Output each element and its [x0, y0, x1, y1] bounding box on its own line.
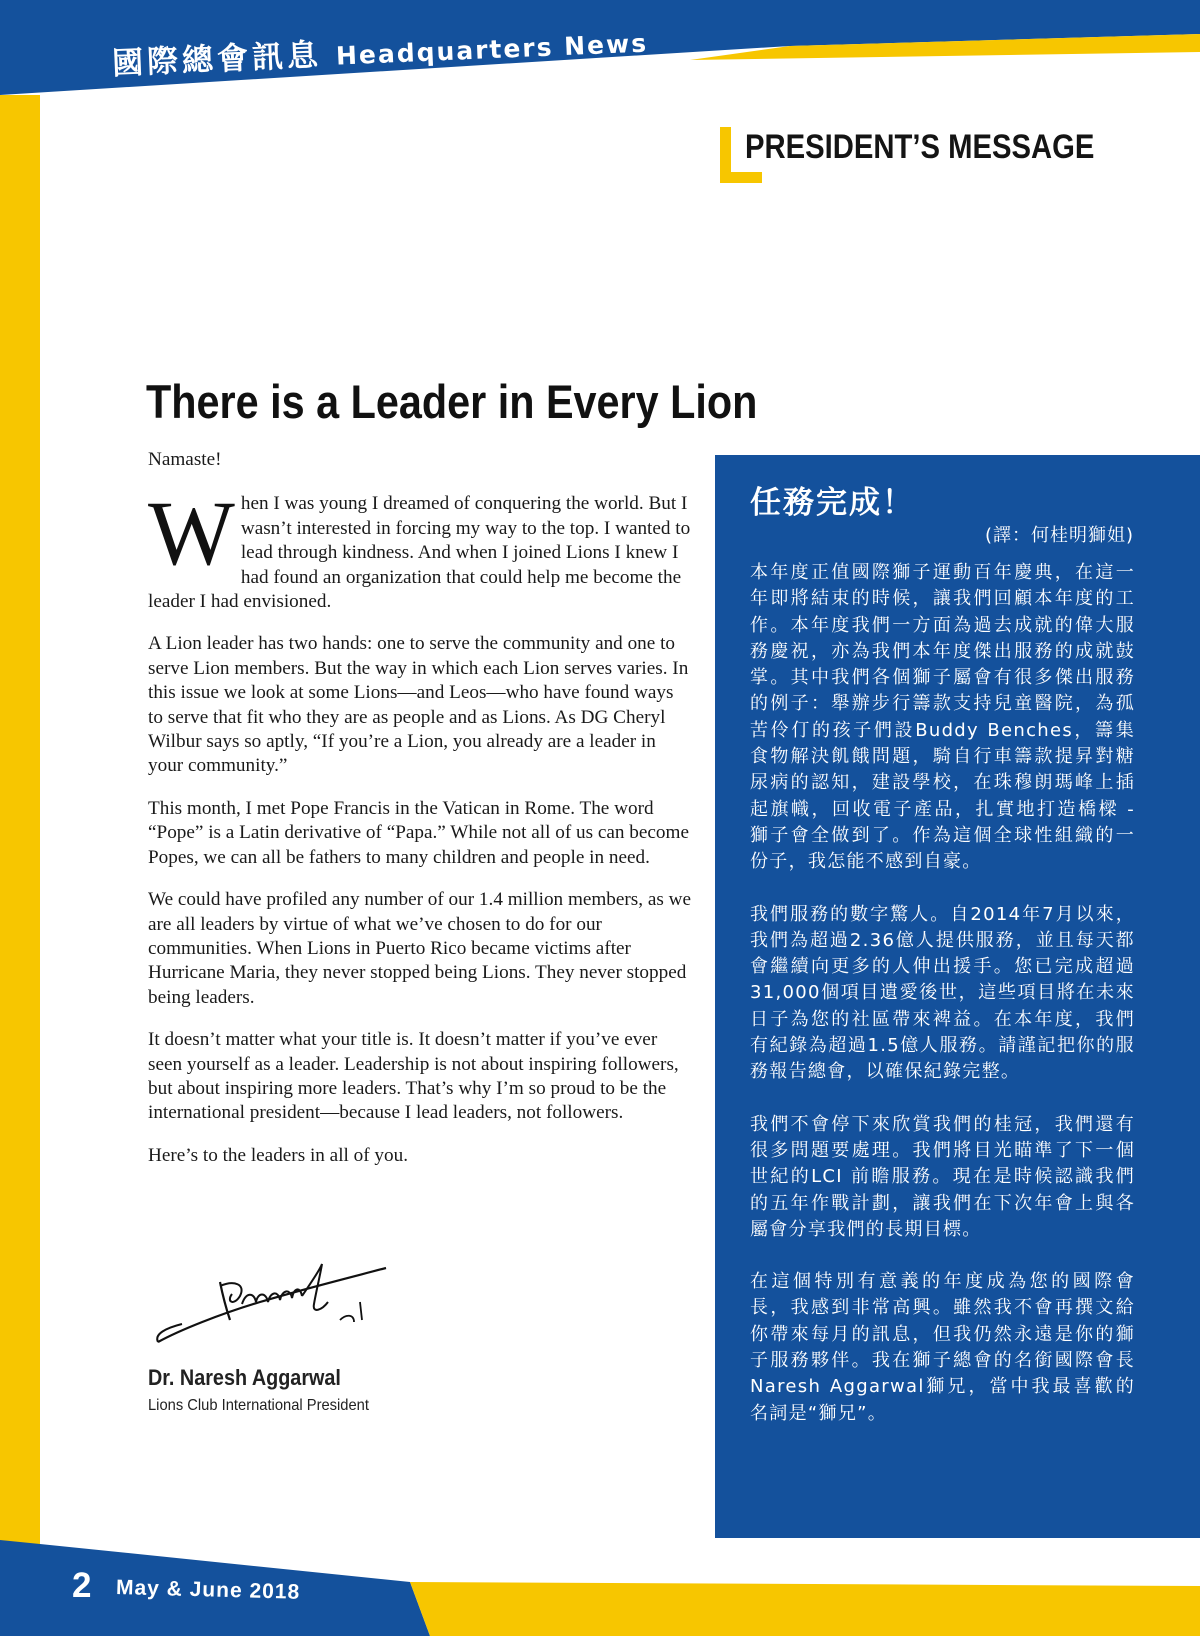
sidebar-paragraph-2: 我們服務的數字驚人。自2014年7月以來，我們為超過2.36億人提供服務，並且每天都會繼續向更多的人伸出援手。您已完成超過31,000個項目遺愛後世，這些項目將在未來日子為您的社區帶來裨益。在本年度，我們有紀錄為超過1.5億人服務。請謹記把你的服務報告總會，以確保紀錄完整。	[750, 903, 1135, 1083]
chinese-translation-box	[715, 455, 1200, 1538]
article-paragraph-4: We could have profiled any number of our 1.4 million members, as we are all leaders by virtue of what we’ve chosen to do for our communities. When Lions in Puerto Rico became victims after Hurricane Maria, they never stopped being Lions. They never stopped being leaders.	[148, 889, 692, 1008]
article-paragraph-3: This month, I met Pope Francis in the Vatican in Rome. The word “Pope” is a Latin derivative of “Papa.” While not all of us can become Popes, we can all be fathers to many children and people in need.	[148, 797, 689, 868]
sidebar-title: 任務完成！	[750, 485, 915, 521]
article-paragraph-2: A Lion leader has two hands: one to serve the community and one to serve Lion members. But the way in which each Lion serves varies. In this issue we look at some Lions—and Leos—who have found ways to serve that fit who they are as people and as Lions. As DG Cheryl Wilbur says so aptly, “If you’re a Lion, you already are a leader in your community.”	[148, 633, 689, 777]
signature-name: Dr. Naresh Aggarwal	[148, 1365, 341, 1390]
header-title-en: Headquarters News	[335, 28, 649, 71]
page-number: 2	[72, 1566, 92, 1605]
sidebar-credit: (譯：何桂明獅姐)	[984, 525, 1134, 546]
signature-image	[150, 1262, 400, 1357]
article-paragraph-1	[148, 482, 693, 614]
header-title-cn: 國際總會訊息	[111, 37, 323, 82]
issue-date: May & June 2018	[115, 1576, 301, 1604]
sidebar-body	[750, 560, 1135, 1453]
sidebar-paragraph-1: 本年度正值國際獅子運動百年慶典，在這一年即將結束的時候，讓我們回顧本年度的工作。本年度我們一方面為過去成就的偉大服務慶祝，亦為我們本年度傑出服務的成就鼓掌。其中我們各個獅子屬會有很多傑出服務的例子：舉辦步行籌款支持兒童醫院，為孤苦伶仃的孩子們設Buddy Benches，籌集食物解決飢餓問題，騎自行車籌款提昇對糖尿病的認知，建設學校，在珠穆朗瑪峰上插起旗幟，回收電子產品，扎實地打造橋樑 - 獅子會全做到了。作為這個全球性組織的一份子，我怎能不感到自豪。	[750, 562, 1135, 873]
article-paragraph-5: It doesn’t matter what your title is. It doesn’t matter if you’ve ever seen yourself as a leader. Leadership is not about inspiring followers, but about inspiring more leaders. That’s why I’m so proud to be the international president—because I lead leaders, not followers.	[148, 1029, 679, 1124]
left-yellow-stripe	[0, 95, 40, 1565]
greeting: Namaste!	[148, 449, 222, 470]
footer-yellow-band	[410, 1582, 1200, 1636]
section-bracket-foot	[720, 172, 762, 183]
signature-title: Lions Club International President	[148, 1397, 369, 1414]
sidebar-paragraph-4: 在這個特別有意義的年度成為您的國際會長，我感到非常高興。雖然我不會再撰文給你帶來每月的訊息，但我仍然永遠是你的獅子服務夥伴。我在獅子總會的名銜國際會長Naresh Aggarwal獅兄，當中我最喜歡的名詞是“獅兄”。	[750, 1271, 1135, 1424]
article-paragraph-6: Here’s to the leaders in all of you.	[148, 1144, 409, 1166]
section-label: PRESIDENT’S MESSAGE	[745, 128, 1095, 166]
article-body	[148, 448, 693, 1186]
sidebar-paragraph-3: 我們不會停下來欣賞我們的桂冠，我們還有很多問題要處理。我們將目光瞄準了下一個世紀的LCI 前瞻服務。現在是時候認識我們的五年作戰計劃，讓我們在下次年會上與各屬會分享我們的長期目標。	[750, 1113, 1135, 1240]
article-headline: There is a Leader in Every Lion	[146, 375, 758, 428]
drop-cap: W	[148, 482, 235, 585]
paragraph-1-text: hen I was young I dreamed of conquering the world. But I wasn’t interested in forcing my way to the top. I wanted to lead through kindness. And when I joined Lions I knew I had found an organization that could help me become the leader I had envisioned.	[148, 493, 691, 613]
